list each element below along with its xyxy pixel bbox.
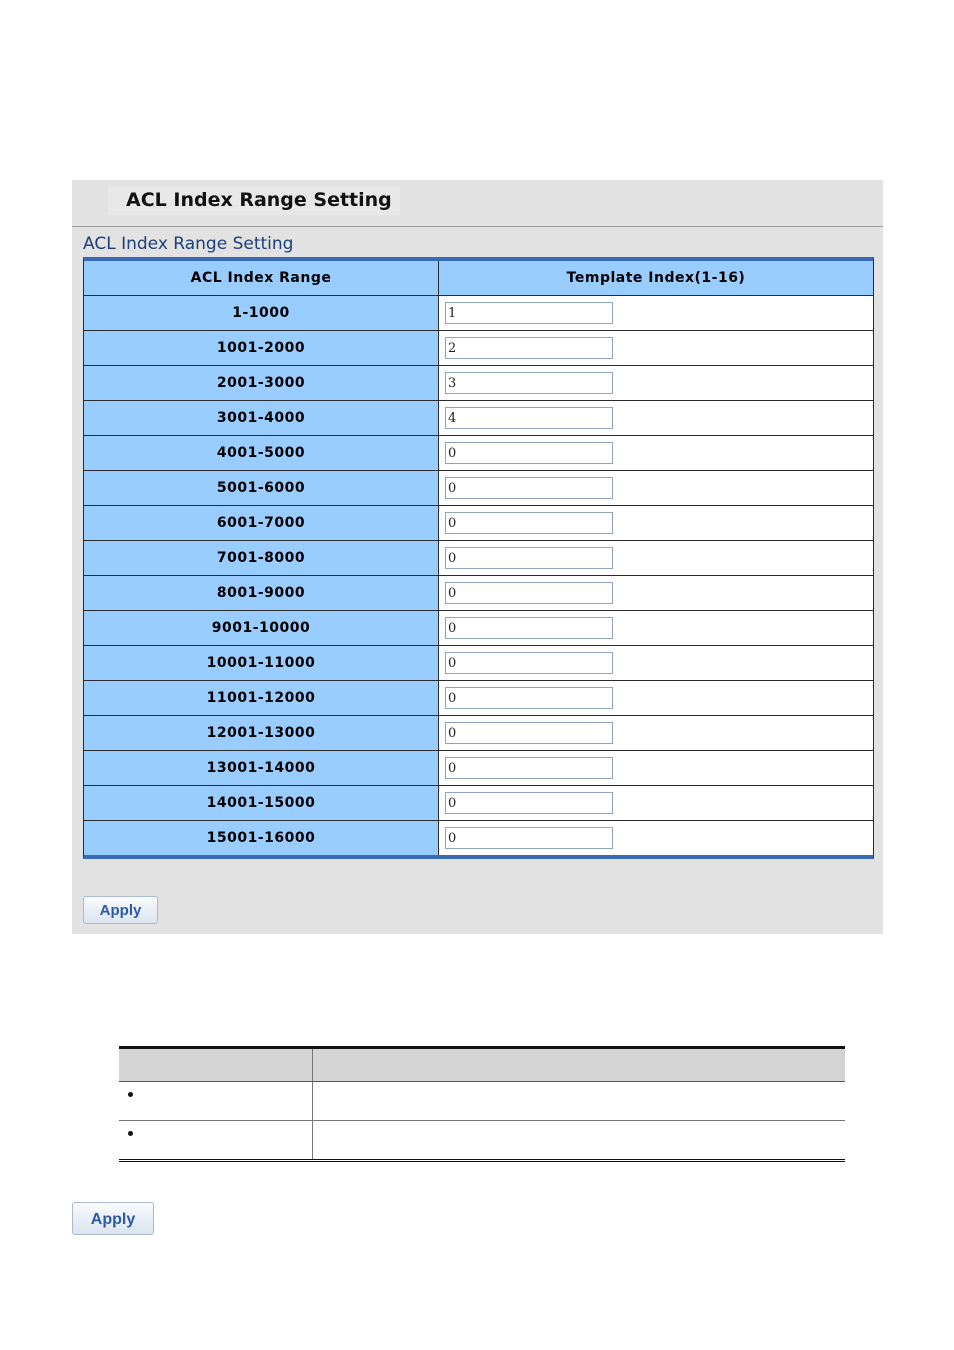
acl-index-range-cell: 9001-10000 xyxy=(84,611,439,645)
table-row xyxy=(84,575,873,610)
template-index-input[interactable] xyxy=(445,372,613,394)
acl-index-range-cell: 12001-13000 xyxy=(84,716,439,750)
acl-index-range-cell: 7001-8000 xyxy=(84,541,439,575)
acl-index-range-cell: 6001-7000 xyxy=(84,506,439,540)
template-index-cell xyxy=(439,716,873,750)
table-row xyxy=(84,435,873,470)
template-index-cell xyxy=(439,331,873,365)
template-index-cell xyxy=(439,296,873,330)
apply-button-doc-image[interactable]: Apply xyxy=(72,1202,154,1235)
description-row xyxy=(119,1082,845,1121)
panel-tab-title: ACL Index Range Setting xyxy=(108,186,400,215)
table-row xyxy=(84,715,873,750)
template-index-input[interactable] xyxy=(445,407,613,429)
acl-index-range-cell: 4001-5000 xyxy=(84,436,439,470)
template-index-input[interactable] xyxy=(445,547,613,569)
acl-index-range-cell: 14001-15000 xyxy=(84,786,439,820)
table-row xyxy=(84,820,873,855)
table-row xyxy=(84,295,873,330)
template-index-cell xyxy=(439,681,873,715)
template-index-input[interactable] xyxy=(445,652,613,674)
table-row xyxy=(84,470,873,505)
table-row xyxy=(84,505,873,540)
template-index-cell xyxy=(439,576,873,610)
template-index-input[interactable] xyxy=(445,757,613,779)
template-index-cell xyxy=(439,436,873,470)
template-index-cell xyxy=(439,821,873,855)
template-index-input[interactable] xyxy=(445,687,613,709)
description-row xyxy=(119,1121,845,1159)
template-index-input[interactable] xyxy=(445,827,613,849)
acl-index-range-cell: 3001-4000 xyxy=(84,401,439,435)
table-row xyxy=(84,400,873,435)
table-row xyxy=(84,365,873,400)
template-index-input[interactable] xyxy=(445,442,613,464)
template-index-input[interactable] xyxy=(445,792,613,814)
template-index-input[interactable] xyxy=(445,722,613,744)
acl-index-range-cell: 1-1000 xyxy=(84,296,439,330)
acl-index-range-cell: 1001-2000 xyxy=(84,331,439,365)
template-index-input[interactable] xyxy=(445,582,613,604)
template-index-input[interactable] xyxy=(445,477,613,499)
table-header-row xyxy=(84,261,873,295)
template-index-cell xyxy=(439,646,873,680)
template-index-cell xyxy=(439,611,873,645)
template-index-input[interactable] xyxy=(445,512,613,534)
acl-index-range-cell: 15001-16000 xyxy=(84,821,439,855)
table-row xyxy=(84,750,873,785)
bullet-icon xyxy=(128,1092,133,1097)
acl-index-range-cell: 5001-6000 xyxy=(84,471,439,505)
apply-button[interactable]: Apply xyxy=(83,896,158,924)
section-title: ACL Index Range Setting xyxy=(83,234,294,254)
template-index-cell xyxy=(439,471,873,505)
template-index-input[interactable] xyxy=(445,617,613,639)
description-table xyxy=(119,1046,845,1162)
template-index-cell xyxy=(439,366,873,400)
table-row xyxy=(84,540,873,575)
table-row xyxy=(84,645,873,680)
table-row xyxy=(84,785,873,820)
table-row xyxy=(84,680,873,715)
template-index-cell xyxy=(439,401,873,435)
acl-index-range-cell: 2001-3000 xyxy=(84,366,439,400)
acl-index-range-cell: 11001-12000 xyxy=(84,681,439,715)
column-header-acl-index-range: ACL Index Range xyxy=(84,261,439,295)
description-table-header xyxy=(119,1049,845,1082)
table-row xyxy=(84,610,873,645)
acl-index-range-cell: 8001-9000 xyxy=(84,576,439,610)
template-index-input[interactable] xyxy=(445,302,613,324)
bullet-icon xyxy=(128,1131,133,1136)
template-index-cell xyxy=(439,786,873,820)
template-index-input[interactable] xyxy=(445,337,613,359)
template-index-cell xyxy=(439,751,873,785)
table-row xyxy=(84,330,873,365)
acl-index-range-table xyxy=(83,257,874,859)
acl-index-range-cell: 10001-11000 xyxy=(84,646,439,680)
template-index-cell xyxy=(439,541,873,575)
template-index-cell xyxy=(439,506,873,540)
column-header-template-index: Template Index(1-16) xyxy=(439,261,873,295)
acl-index-range-cell: 13001-14000 xyxy=(84,751,439,785)
description-header-object xyxy=(119,1049,313,1081)
panel-divider xyxy=(72,226,883,227)
acl-index-range-panel xyxy=(72,180,883,934)
